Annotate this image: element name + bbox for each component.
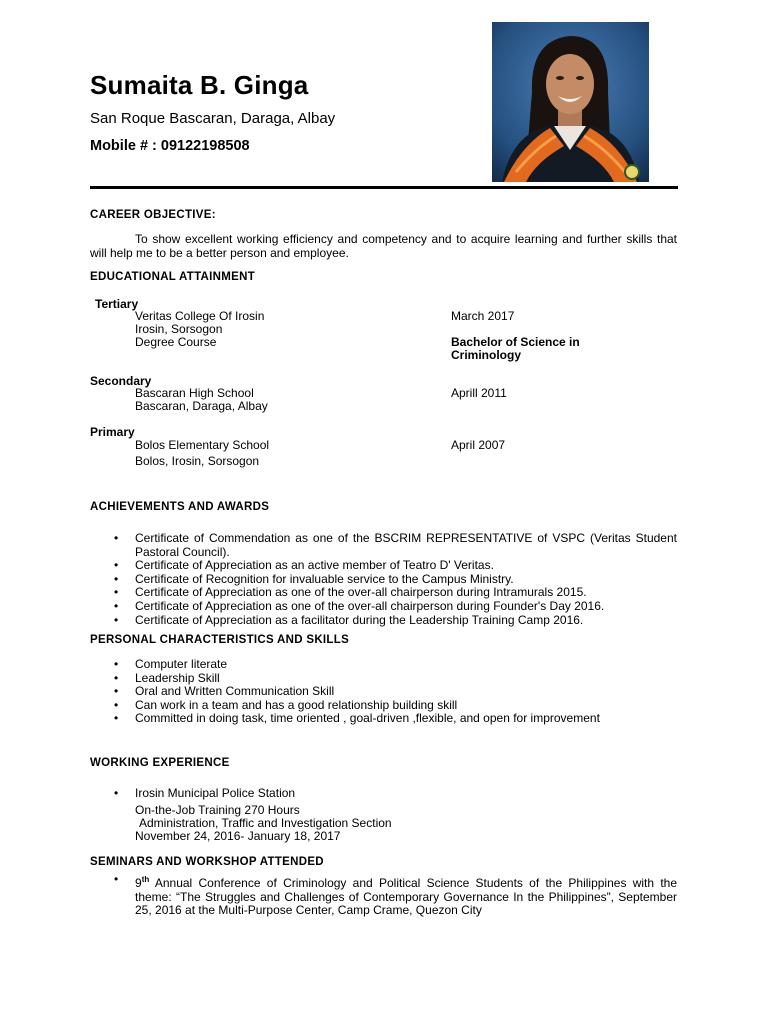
bullet-icon: • — [114, 657, 119, 671]
tertiary-degree-line1: Bachelor of Science in — [451, 335, 580, 349]
list-item: • Leadership Skill — [114, 670, 220, 685]
bullet-icon: • — [114, 531, 119, 545]
applicant-photo — [492, 22, 649, 182]
primary-label: Primary — [90, 425, 135, 439]
list-item: • Computer literate — [114, 657, 228, 671]
tertiary-location: Irosin, Sorsogon — [135, 322, 223, 336]
list-item: • Can work in a team and has a good relationship building skill — [114, 697, 458, 712]
bullet-icon: • — [114, 585, 119, 600]
bullet-icon: • — [114, 684, 119, 699]
graduation-portrait-image — [492, 22, 649, 182]
tertiary-degree-line2: Criminology — [451, 348, 522, 362]
applicant-name: Sumaita B. Ginga — [90, 70, 309, 100]
seminars-list — [90, 873, 677, 918]
mobile-number: 09122198508 — [160, 138, 250, 154]
experience-place: Irosin Municipal Police Station — [135, 786, 296, 800]
seminar-ordinal: 9 — [135, 876, 142, 890]
experience-list — [90, 787, 677, 801]
education-heading: EDUCATIONAL ATTAINMENT — [90, 271, 256, 283]
tertiary-degree-label: Degree Course — [135, 335, 217, 349]
secondary-school: Bascaran High School — [135, 386, 254, 400]
experience-heading: WORKING EXPERIENCE — [90, 757, 230, 769]
bullet-icon: • — [114, 872, 119, 886]
career-objective-heading: CAREER OBJECTIVE: — [90, 209, 216, 221]
career-objective-text: To show excellent working efficiency and competency and to acquire learning and further skills that will help me to be a better person and employee. — [90, 232, 677, 260]
list-item: • Oral and Written Communication Skill — [114, 684, 335, 699]
bullet-icon: • — [114, 670, 119, 685]
bullet-icon: • — [114, 612, 119, 627]
primary-location: Bolos, Irosin, Sorsogon — [135, 454, 260, 468]
seminars-heading: SEMINARS AND WORKSHOP ATTENDED — [90, 856, 324, 868]
applicant-address: San Roque Bascaran, Daraga, Albay — [90, 110, 336, 127]
list-item: • Committed in doing task, time oriented , goal-driven ,flexible, and open for improvement — [114, 711, 600, 726]
seminar-text: Annual Conference of Criminology and Political Science Students of the Philippines with the theme: “The Struggles and Challenges of Contemporary Governance In the Philippines”, September 25, 2016 at the Multi-Purpose Center, Camp Crame, Quezon City — [135, 876, 677, 918]
mobile-label: Mobile # : — [90, 138, 161, 154]
list-item: • Certificate of Recognition for invaluable service to the Campus Ministry. — [114, 571, 514, 586]
list-item — [90, 873, 677, 918]
primary-school: Bolos Elementary School — [135, 438, 270, 452]
skills-heading: PERSONAL CHARACTERISTICS AND SKILLS — [90, 634, 350, 646]
bullet-icon: • — [114, 571, 119, 586]
bullet-icon: • — [114, 786, 119, 800]
skills-list — [90, 658, 690, 726]
bullet-icon: • — [114, 711, 119, 726]
header-divider — [90, 186, 678, 189]
list-item — [90, 787, 677, 801]
list-item: • Certificate of Commendation as one of the BSCRIM REPRESENTATIVE of VSPC (Veritas Student Pastoral Council). — [114, 531, 677, 559]
tertiary-school: Veritas College Of Irosin — [135, 309, 265, 323]
primary-date: April 2007 — [451, 438, 506, 452]
tertiary-date: March 2017 — [451, 309, 515, 323]
list-item: • Certificate of Appreciation as one of the over-all chairperson during Intramurals 2015. — [114, 585, 587, 600]
list-item: • Certificate of Appreciation as an active member of Teatro D' Veritas. — [114, 558, 494, 573]
experience-line2: Administration, Traffic and Investigation Section — [139, 816, 392, 830]
tertiary-label: Tertiary — [95, 297, 139, 311]
applicant-mobile — [90, 138, 250, 154]
list-item: • Certificate of Appreciation as one of the over-all chairperson during Founder's Day 2016. — [114, 598, 605, 613]
seminar-ordinal-suffix: th — [141, 875, 150, 884]
bullet-icon: • — [114, 558, 119, 573]
bullet-icon: • — [114, 598, 119, 613]
bullet-icon: • — [114, 697, 119, 712]
experience-line1: On-the-Job Training 270 Hours — [135, 803, 300, 817]
secondary-location: Bascaran, Daraga, Albay — [135, 399, 268, 413]
experience-line3: November 24, 2016- January 18, 2017 — [135, 829, 341, 843]
achievements-list — [90, 532, 677, 627]
list-item: • Certificate of Appreciation as a facilitator during the Leadership Training Camp 2016. — [114, 612, 584, 627]
secondary-label: Secondary — [90, 374, 152, 388]
achievements-heading: ACHIEVEMENTS AND AWARDS — [90, 501, 270, 513]
secondary-date: Aprill 2011 — [451, 386, 507, 400]
